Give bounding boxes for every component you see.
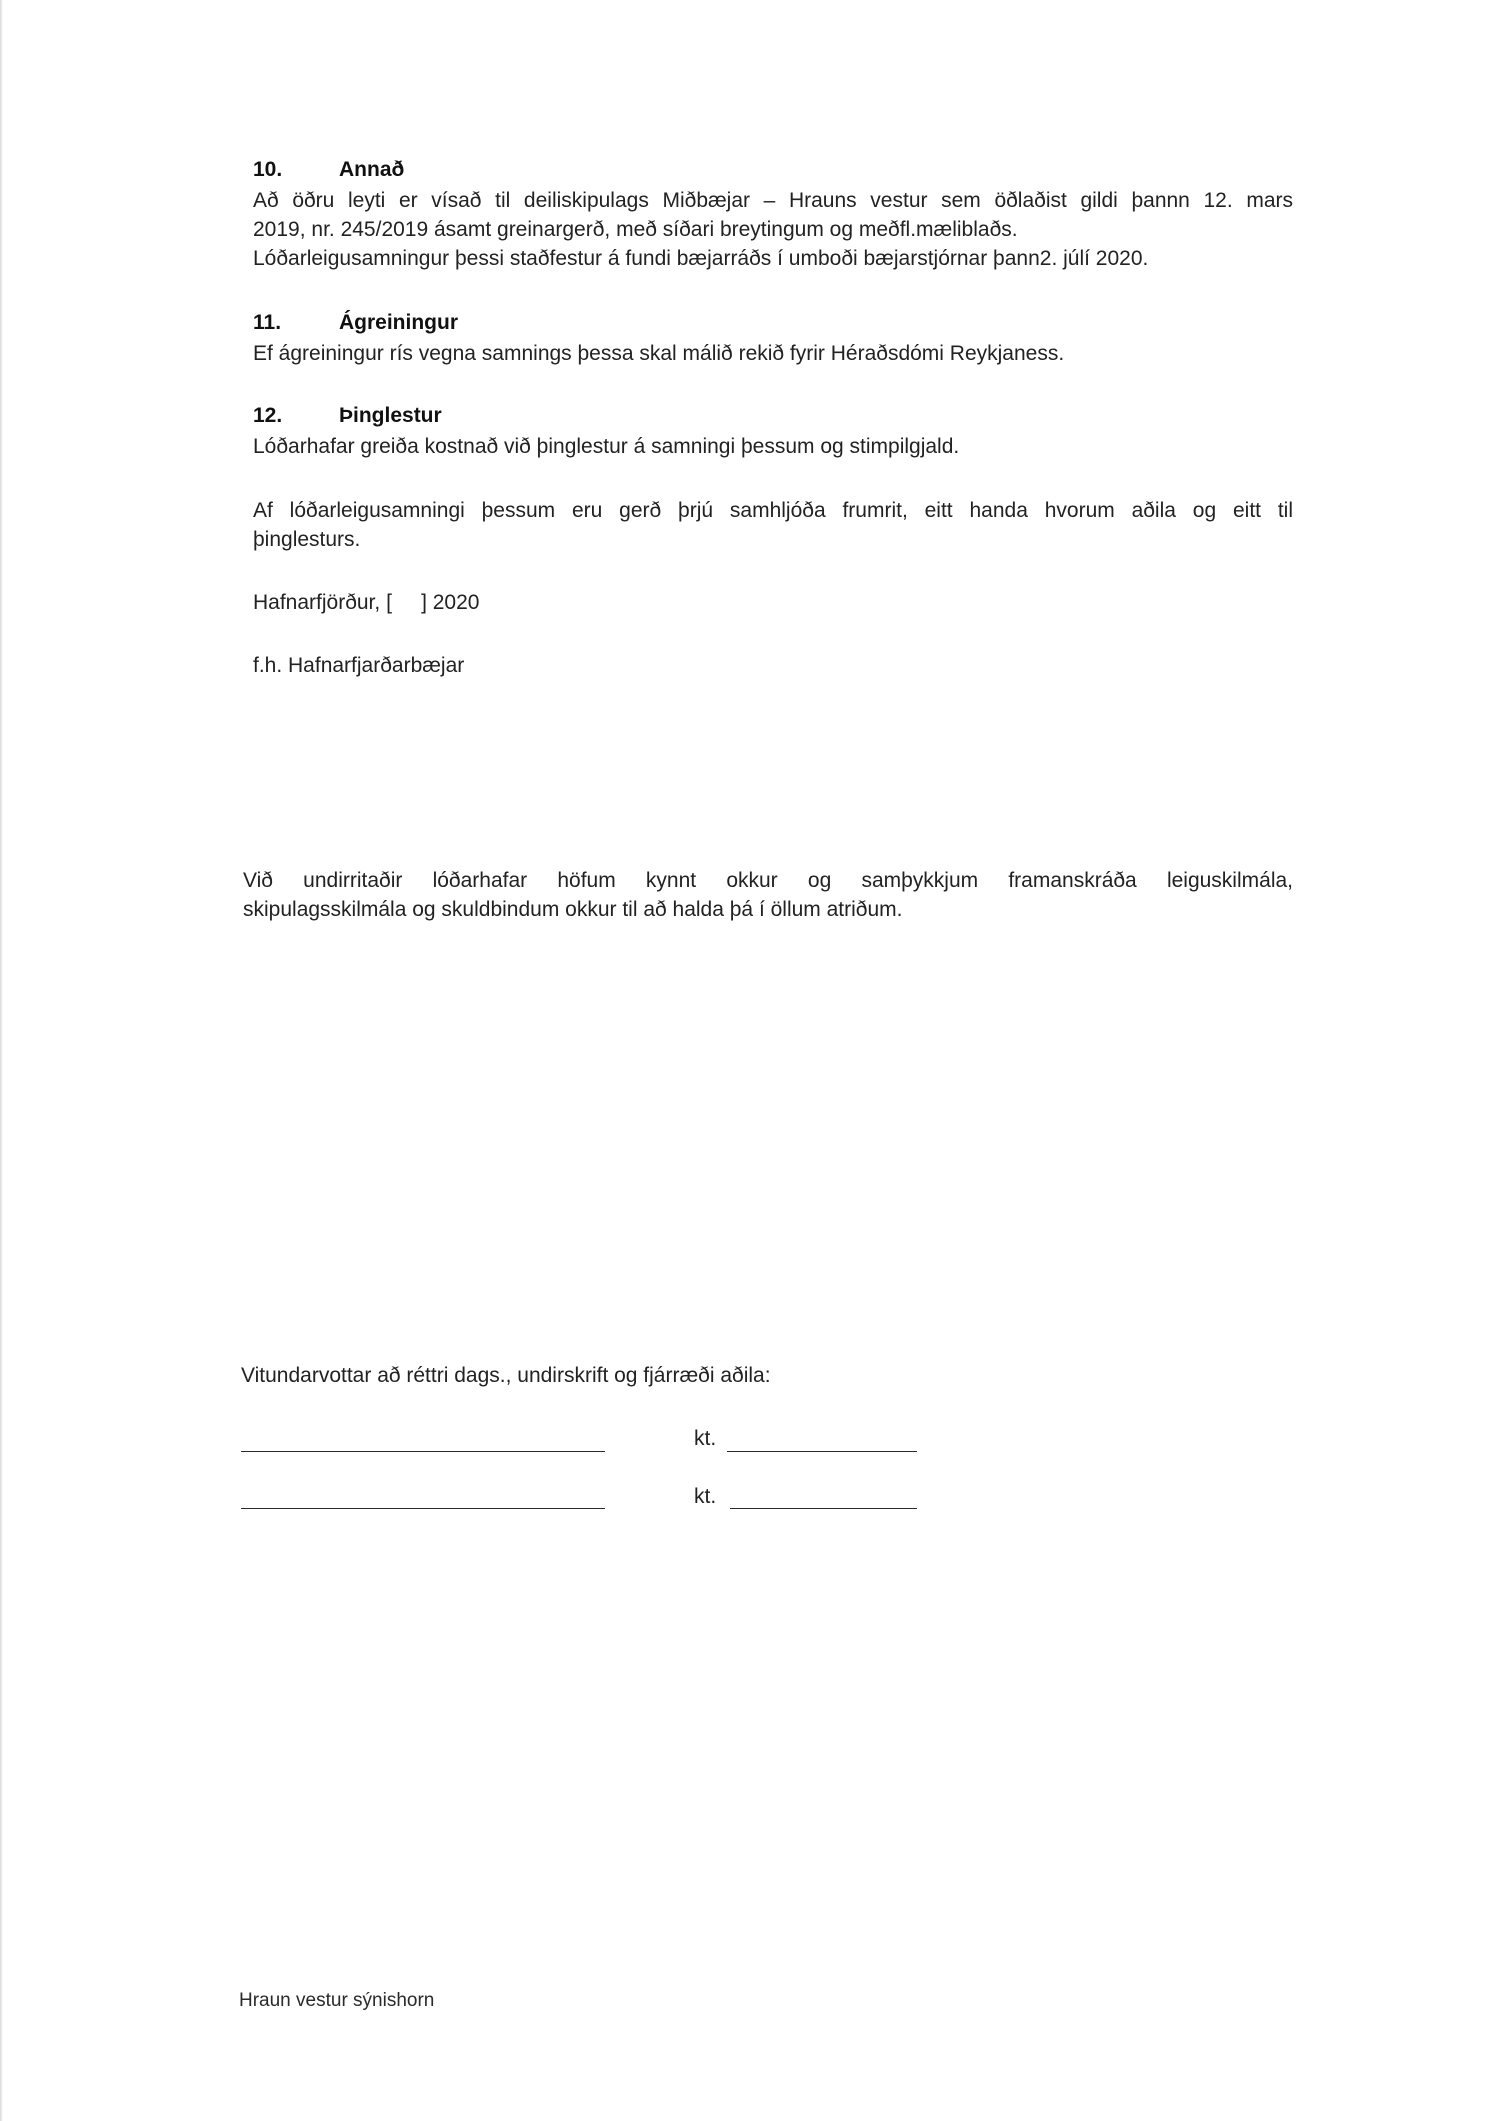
- section-10-line-1: Að öðru leyti er vísað til deiliskipulags Miðbæjar – Hrauns vestur sem öðlaðist gildi þannn 12. mars: [253, 189, 1293, 212]
- kt-label: kt.: [694, 1427, 717, 1450]
- section-12-line-1: Lóðarhafar greiða kostnað við þinglestur á samningi þessum og stimpilgjald.: [253, 435, 960, 458]
- signature-line: [241, 1451, 605, 1452]
- section-number: 10.: [253, 158, 283, 181]
- kt-line: [730, 1508, 917, 1509]
- section-10-line-2: 2019, nr. 245/2019 ásamt greinargerð, með síðari breytingum og meðfl.mæliblaðs.: [253, 218, 1018, 241]
- section-12-heading: [253, 404, 442, 428]
- section-title: Annað: [339, 158, 405, 181]
- section-11-line-1: Ef ágreiningur rís vegna samnings þessa skal málið rekið fyrir Héraðsdómi Reykjaness.: [253, 342, 1065, 365]
- declaration-line-2: skipulagsskilmála og skuldbindum okkur til að halda þá í öllum atriðum.: [243, 898, 903, 921]
- page-edge: [0, 0, 3, 2121]
- on-behalf-line: f.h. Hafnarfjarðarbæjar: [253, 654, 465, 677]
- section-title: Ágreiningur: [339, 311, 458, 334]
- footer-text: Hraun vestur sýnishorn: [239, 1990, 435, 2011]
- witness-text: Vitundarvottar að réttri dags., undirskrift og fjárræði aðila:: [241, 1364, 771, 1387]
- section-10-line-3: Lóðarleigusamningur þessi staðfestur á fundi bæjarráðs í umboði bæjarstjórnar þann2. júlí 2020.: [253, 247, 1149, 270]
- section-number: 11.: [253, 311, 282, 334]
- kt-line: [727, 1451, 917, 1452]
- copies-line-2: þinglesturs.: [253, 528, 361, 551]
- kt-label: kt.: [694, 1485, 717, 1508]
- signature-line: [241, 1508, 605, 1509]
- section-11-heading: [253, 311, 458, 335]
- section-number: 12.: [253, 404, 283, 427]
- section-10-heading: [253, 158, 404, 182]
- place-date: Hafnarfjörður, [ ] 2020: [253, 591, 480, 614]
- declaration-line-1: Við undirritaðir lóðarhafar höfum kynnt okkur og samþykkjum framanskráða leiguskilmála,: [243, 869, 1293, 892]
- section-title: Þinglestur: [339, 404, 442, 427]
- copies-line-1: Af lóðarleigusamningi þessum eru gerð þrjú samhljóða frumrit, eitt handa hvorum aðila og eitt til: [253, 499, 1293, 522]
